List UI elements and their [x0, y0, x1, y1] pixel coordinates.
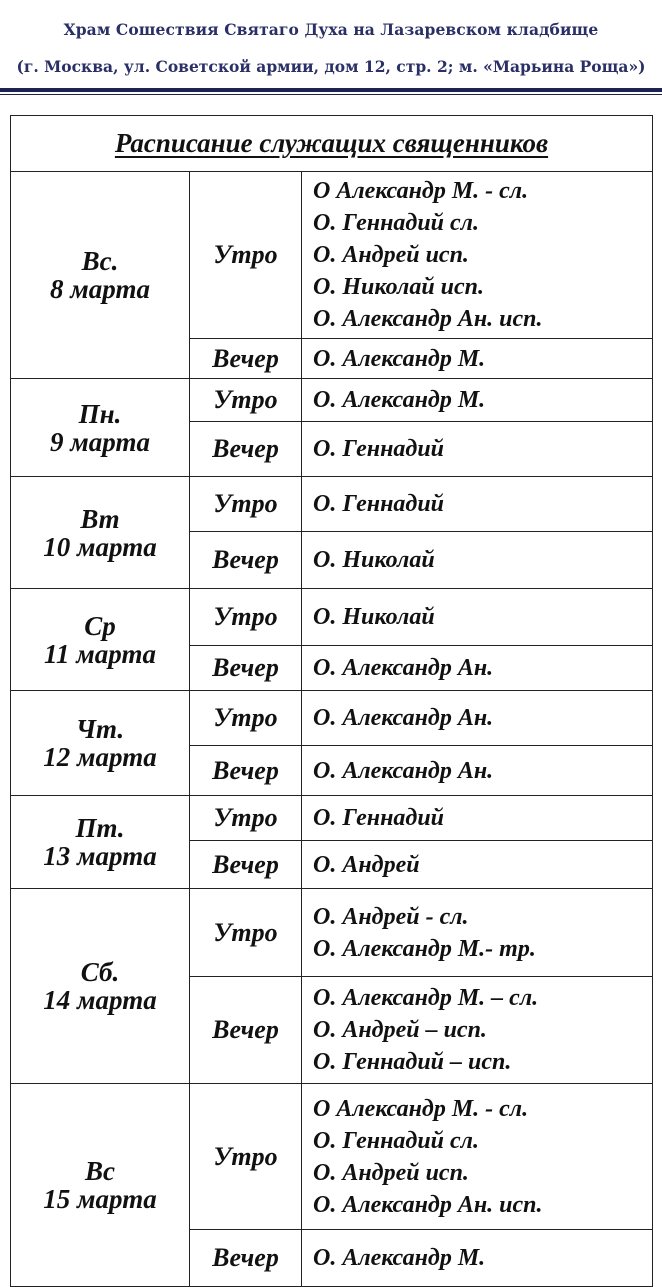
date: 12 марта — [43, 742, 157, 772]
weekday: Вт — [80, 503, 120, 534]
priest-entry: О. Геннадий — [313, 805, 445, 831]
evening-label: Вечер — [190, 977, 302, 1084]
priest-entry: О Александр М. - сл. — [313, 178, 529, 204]
morning-label: Утро — [190, 379, 302, 422]
schedule-title-row — [11, 116, 653, 172]
morning-priests — [302, 796, 653, 841]
evening-label: Вечер — [190, 339, 302, 379]
morning-label: Утро — [190, 889, 302, 977]
weekday: Вс. — [81, 246, 119, 276]
morning-priests — [302, 691, 653, 746]
church-name: Храм Сошествия Святаго Духа на Лазаревском кладбище — [63, 20, 599, 39]
date: 15 марта — [43, 1184, 157, 1214]
morning-priests — [302, 172, 653, 339]
evening-label: Вечер — [190, 422, 302, 477]
morning-label: Утро — [190, 691, 302, 746]
priest-entry: О. Александр Ан. — [313, 705, 494, 731]
evening-label: Вечер — [190, 532, 302, 589]
priest-entry: О. Александр М. — [313, 345, 486, 372]
priest-entry: О. Николай исп. — [313, 274, 485, 300]
morning-label: Утро — [190, 172, 302, 339]
date: 8 марта — [50, 274, 150, 304]
priest-entry: О Александр М. - сл. — [313, 1095, 529, 1122]
priest-entry: О. Андрей – исп. — [313, 1017, 487, 1043]
morning-priests — [302, 589, 653, 646]
priest-entry: О. Александр М. – сл. — [313, 985, 539, 1011]
priest-entry: О. Андрей — [313, 851, 420, 878]
evening-priests — [302, 422, 653, 477]
day-cell — [11, 589, 190, 691]
morning-priests — [302, 1084, 653, 1230]
day-cell — [11, 691, 190, 796]
day-row-morning — [11, 172, 653, 339]
day-cell — [11, 1084, 190, 1287]
church-address: (г. Москва, ул. Советской армии, дом 12, стр. 2; м. «Марьина Роща») — [16, 57, 646, 76]
morning-label: Утро — [190, 477, 302, 532]
evening-label: Вечер — [190, 646, 302, 691]
evening-priests — [302, 1230, 653, 1287]
priest-entry: О. Геннадий – исп. — [313, 1049, 512, 1075]
morning-priests — [302, 477, 653, 532]
schedule-table — [10, 115, 653, 1287]
evening-label: Вечер — [190, 746, 302, 796]
evening-priests — [302, 977, 653, 1084]
priest-entry: О. Андрей - сл. — [313, 903, 469, 930]
priest-entry: О. Андрей исп. — [313, 1159, 469, 1186]
morning-label: Утро — [190, 589, 302, 646]
priest-entry: О. Александр Ан. исп. — [313, 306, 543, 332]
priest-entry: О. Николай — [313, 604, 435, 630]
morning-label: Утро — [190, 1084, 302, 1230]
day-row-morning — [11, 691, 653, 746]
evening-label: Вечер — [190, 1230, 302, 1287]
day-cell — [11, 172, 190, 379]
day-cell — [11, 796, 190, 889]
date: 11 марта — [44, 638, 156, 669]
day-row-morning — [11, 889, 653, 977]
priest-entry: О. Геннадий — [313, 491, 445, 517]
priest-entry: О. Александр М. — [313, 387, 486, 413]
weekday: Сб. — [80, 957, 120, 987]
header-divider — [0, 88, 662, 95]
weekday: Чт. — [75, 714, 125, 744]
date: 10 марта — [43, 531, 157, 562]
day-row-morning — [11, 477, 653, 532]
evening-priests — [302, 339, 653, 379]
morning-label: Утро — [190, 796, 302, 841]
day-cell — [11, 477, 190, 589]
day-cell — [11, 379, 190, 477]
morning-priests — [302, 889, 653, 977]
priest-entry: О. Геннадий — [313, 436, 445, 462]
day-row-morning — [11, 1084, 653, 1230]
priest-entry: О. Александр Ан. — [313, 655, 494, 681]
evening-label: Вечер — [190, 841, 302, 889]
schedule-title: Расписание служащих священников — [11, 116, 653, 172]
date: 14 марта — [43, 985, 157, 1015]
priest-entry: О. Геннадий сл. — [313, 1127, 479, 1154]
weekday: Ср — [84, 610, 116, 641]
date: 9 марта — [50, 426, 150, 457]
day-cell — [11, 889, 190, 1084]
evening-priests — [302, 646, 653, 691]
evening-priests — [302, 532, 653, 589]
morning-priests — [302, 379, 653, 422]
priest-entry: О. Николай — [313, 547, 435, 573]
day-row-morning — [11, 379, 653, 422]
weekday: Вс — [85, 1156, 115, 1186]
priest-entry: О. Александр М.- тр. — [313, 935, 536, 962]
priest-entry: О. Александр Ан. — [313, 757, 494, 784]
priest-entry: О. Андрей исп. — [313, 242, 469, 268]
evening-priests — [302, 841, 653, 889]
weekday: Пн. — [78, 398, 122, 429]
priest-entry: О. Александр Ан. исп. — [313, 1191, 543, 1218]
day-row-morning — [11, 589, 653, 646]
evening-priests — [302, 746, 653, 796]
date: 13 марта — [43, 841, 157, 871]
day-row-morning — [11, 796, 653, 841]
priest-entry: О. Александр М. — [313, 1245, 486, 1271]
weekday: Пт. — [75, 813, 125, 843]
priest-entry: О. Геннадий сл. — [313, 210, 479, 236]
